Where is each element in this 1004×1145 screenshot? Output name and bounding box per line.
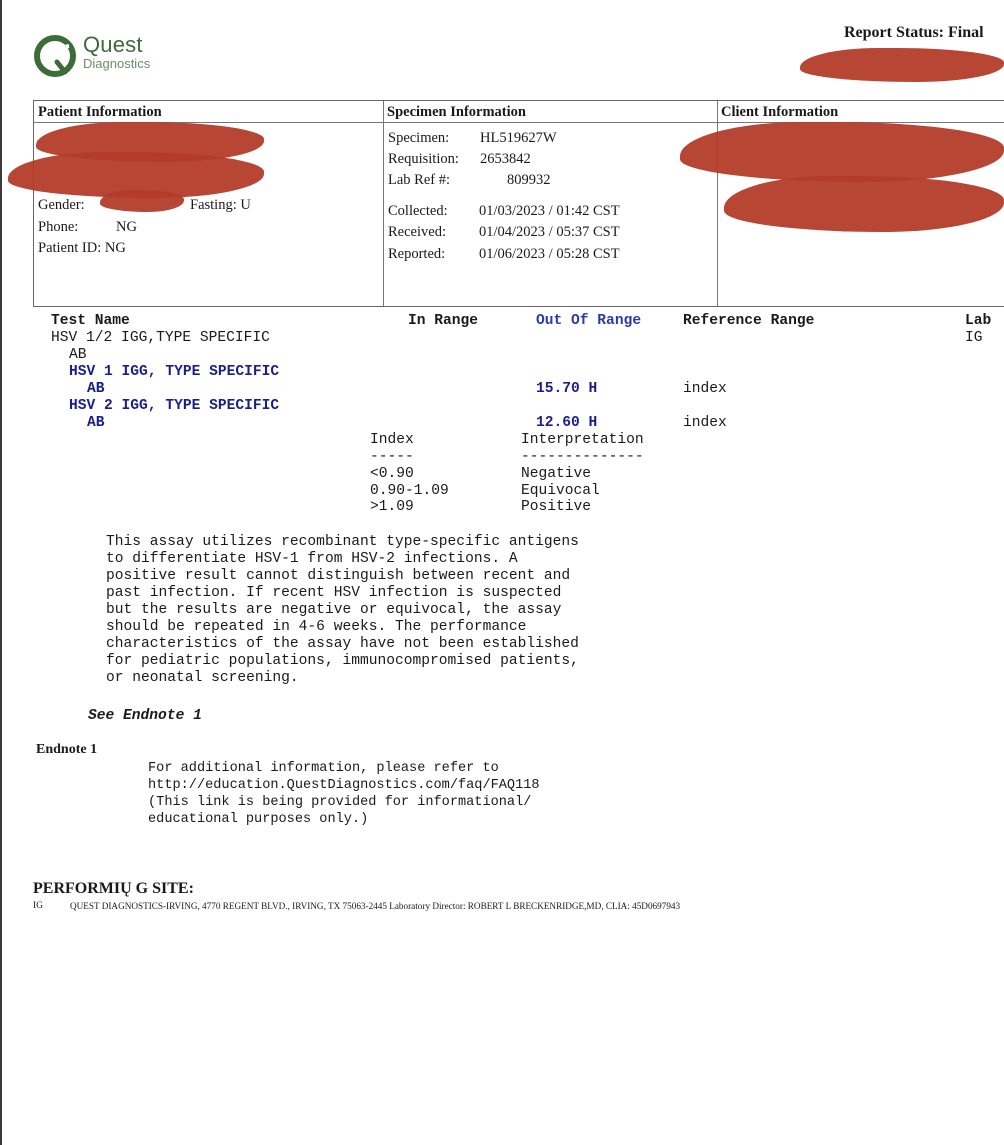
phone-label: Phone:	[38, 219, 79, 235]
redaction-mark	[680, 122, 1004, 182]
quest-logo	[33, 34, 193, 80]
panel-lab: IG	[965, 330, 983, 346]
redaction-mark	[100, 190, 184, 212]
labref-value: 809932	[507, 172, 551, 188]
reported-label: Reported:	[388, 246, 446, 262]
test-name-hsv2: HSV 2 IGG, TYPE SPECIFIC	[69, 398, 280, 414]
see-endnote: See Endnote 1	[88, 708, 202, 724]
logo-name: Quest	[83, 32, 143, 57]
requisition-label: Requisition:	[388, 151, 459, 167]
col-lab: Lab	[965, 313, 992, 329]
interp-col-index: Index	[370, 432, 414, 448]
redaction-mark	[800, 48, 1004, 82]
col-in-range: In Range	[408, 313, 479, 329]
column-divider	[383, 101, 384, 306]
reference-hsv2: index	[683, 415, 727, 431]
endnote-link[interactable]: http://education.QuestDiagnostics.com/faq/FAQ118	[148, 778, 540, 793]
comment-line: should be repeated in 4-6 weeks. The performance	[106, 619, 527, 635]
specimen-info-header: Specimen Information	[383, 101, 717, 123]
result-hsv2: 12.60 H	[536, 415, 598, 431]
interp-col-interpretation: Interpretation	[521, 432, 644, 448]
patient-id: Patient ID: NG	[38, 240, 126, 256]
client-info-header: Client Information	[717, 101, 1004, 123]
endnote-text	[148, 760, 540, 828]
panel-name: HSV 1/2 IGG,TYPE SPECIFIC	[51, 330, 270, 346]
comment-line: past infection. If recent HSV infection is suspected	[106, 585, 562, 601]
interp-value: Negative	[521, 466, 592, 482]
interp-value: Positive	[521, 499, 592, 515]
interp-separator: -----	[370, 449, 414, 465]
report-status: Report Status: Final	[844, 24, 984, 41]
endnote-line: For additional information, please refer to	[148, 761, 499, 776]
patient-info-header: Patient Information	[34, 101, 383, 123]
interp-value: Equivocal	[521, 483, 600, 499]
panel-name-cont: AB	[69, 347, 87, 363]
interp-index: 0.90-1.09	[370, 483, 449, 499]
received-label: Received:	[388, 224, 446, 240]
collected-value: 01/03/2023 / 01:42 CST	[479, 203, 620, 219]
interp-index: <0.90	[370, 466, 414, 482]
requisition-value: 2653842	[480, 151, 531, 167]
performing-site-code: IG	[33, 901, 44, 911]
collected-label: Collected:	[388, 203, 448, 219]
specimen-value: HL519627W	[480, 130, 557, 146]
comment-line: positive result cannot distinguish between recent and	[106, 568, 571, 584]
col-reference-range: Reference Range	[683, 313, 815, 329]
labref-label: Lab Ref #:	[388, 172, 451, 188]
interp-index: >1.09	[370, 499, 414, 515]
reference-hsv1: index	[683, 381, 727, 397]
comment-line: to differentiate HSV-1 from HSV-2 infections. A	[106, 551, 518, 567]
test-name-hsv2-cont: AB	[87, 415, 105, 431]
endnote-label: Endnote 1	[36, 742, 98, 757]
page-edge	[0, 0, 2, 1145]
received-value: 01/04/2023 / 05:37 CST	[479, 224, 620, 240]
assay-comment	[106, 534, 579, 687]
specimen-label: Specimen:	[388, 130, 450, 146]
comment-line: for pediatric populations, immunocompromised patients,	[106, 653, 579, 669]
endnote-line: educational purposes only.)	[148, 812, 369, 827]
comment-line: but the results are negative or equivocal, the assay	[106, 602, 562, 618]
result-hsv1: 15.70 H	[536, 381, 598, 397]
endnote-line: (This link is being provided for informational/	[148, 795, 532, 810]
interp-separator: --------------	[521, 449, 644, 465]
comment-line: characteristics of the assay have not been established	[106, 636, 579, 652]
fasting-status: Fasting: U	[190, 197, 251, 213]
col-test-name: Test Name	[51, 313, 130, 329]
gender-label: Gender:	[38, 197, 85, 213]
performing-site-details: QUEST DIAGNOSTICS-IRVING, 4770 REGENT BLVD., IRVING, TX 75063-2445 Laboratory Director: ROBERT L BRECKENRIDGE,MD, CLIA: 45D0697943	[70, 901, 681, 911]
phone-value: NG	[116, 219, 137, 235]
redaction-mark	[724, 176, 1004, 232]
performing-site-title: PERFORMIŲ G SITE:	[33, 880, 194, 897]
quest-logo-icon	[33, 34, 77, 78]
logo-subtitle: Diagnostics	[83, 56, 151, 71]
test-name-hsv1: HSV 1 IGG, TYPE SPECIFIC	[69, 364, 280, 380]
comment-line: or neonatal screening.	[106, 670, 299, 686]
reported-value: 01/06/2023 / 05:28 CST	[479, 246, 620, 262]
col-out-of-range: Out Of Range	[536, 313, 642, 329]
comment-line: This assay utilizes recombinant type-specific antigens	[106, 534, 579, 550]
test-name-hsv1-cont: AB	[87, 381, 105, 397]
